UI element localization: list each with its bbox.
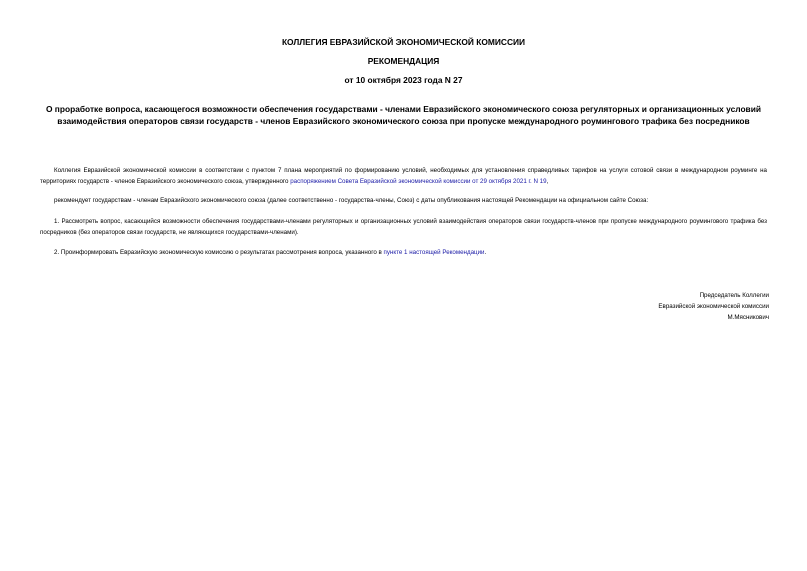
signature-position-line1: Председатель Коллегии bbox=[699, 292, 769, 299]
organization-heading: КОЛЛЕГИЯ ЕВРАЗИЙСКОЙ ЭКОНОМИЧЕСКОЙ КОМИССИИ bbox=[281, 37, 526, 47]
paragraph-item-1: 1. Рассмотреть вопрос, касающийся возможности обеспечения государствами-членами регуляторных и организационных условий взаимодействия операторов связи государств-членов при пропуске международного роумингового трафика без посредников (без операторов связи государств, не являющихся государствами-членами). bbox=[40, 218, 767, 236]
paragraph-recommends: рекомендует государствам - членам Евразийского экономического союза (далее соответственно - государства-члены, Союз) с даты опубликования настоящей Рекомендации на официальном сайте Союза: bbox=[54, 197, 649, 204]
document-type-heading: РЕКОМЕНДАЦИЯ bbox=[367, 56, 440, 66]
paragraph-preamble bbox=[40, 166, 767, 187]
item-2-text: 2. Проинформировать Евразийскую экономическую комиссию о результатах рассмотрения вопроса, указанного в bbox=[54, 249, 384, 256]
preamble-text: Коллегия Евразийской экономической комиссии в соответствии с пунктом 7 плана мероприятий по формированию условий, необходимых для установления справедливых тарифов на услуги сотовой связи в международном роуминге на территориях государств - членов Евразийского экономического союза, утвержденного bbox=[40, 167, 767, 185]
preamble-end: , bbox=[546, 177, 549, 185]
item-1-reference-link[interactable]: пункте 1 настоящей Рекомендации bbox=[383, 249, 485, 256]
council-order-link[interactable]: распоряжением Совета Евразийской экономической комиссии от 29 октября 2021 г. N 19 bbox=[290, 177, 547, 185]
document-title: О проработке вопроса, касающегося возможности обеспечения государствами - членами Евразийского экономического союза регуляторных и организационных условий взаимодействия операторов связи государств - членов Евразийского экономического союза при пропуске международного роумингового трафика без посредников bbox=[45, 104, 762, 126]
item-2-end: . bbox=[484, 249, 487, 256]
signature-position-line2: Евразийской экономической комиссии bbox=[658, 303, 769, 310]
signature-name: М.Мясникович bbox=[727, 314, 769, 321]
signature-block bbox=[658, 290, 769, 323]
document-date-number: от 10 октября 2023 года N 27 bbox=[344, 75, 463, 85]
paragraph-item-2 bbox=[40, 248, 767, 259]
